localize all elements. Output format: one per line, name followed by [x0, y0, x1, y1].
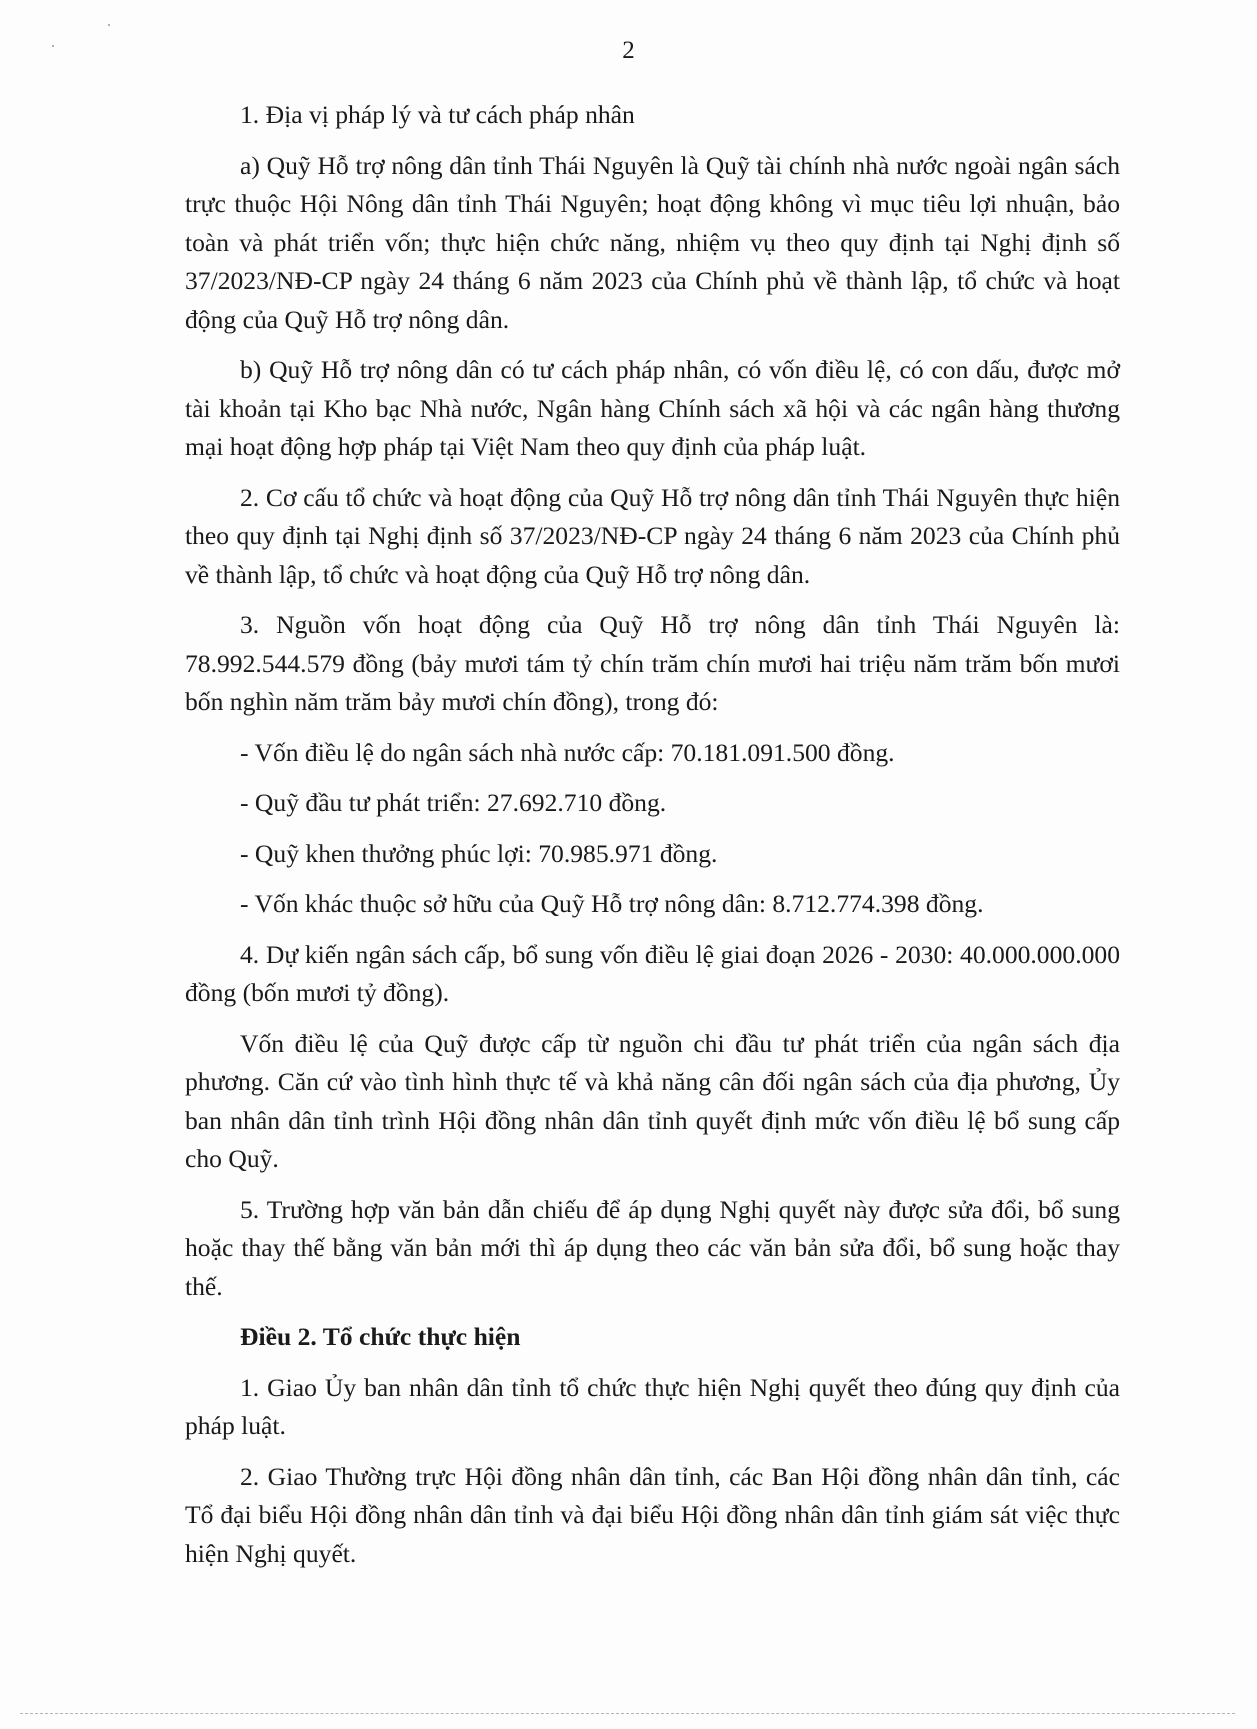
- clause-4-note: Vốn điều lệ của Quỹ được cấp từ nguồn chi đầu tư phát triển của ngân sách địa phương. Căn cứ vào tình hình thực tế và khả năng cân đối ngân sách của địa phương, Ủy ban nhân dân tỉnh trình Hội đồng nhân dân tỉnh quyết định mức vốn điều lệ bổ sung cấp cho Quỹ.: [185, 1028, 1120, 1173]
- capital-item-investment: - Quỹ đầu tư phát triển: 27.692.710 đồng.: [240, 788, 667, 817]
- scan-speck: [108, 24, 110, 26]
- article-2-item-1: 1. Giao Ủy ban nhân dân tỉnh tổ chức thực hiện Nghị quyết theo đúng quy định của pháp luật.: [185, 1372, 1120, 1440]
- clause-2: 2. Cơ cấu tổ chức và hoạt động của Quỹ Hỗ trợ nông dân tỉnh Thái Nguyên thực hiện theo quy định tại Nghị định số 37/2023/NĐ-CP ngày 24 tháng 6 năm 2023 của Chính phủ về thành lập, tổ chức và hoạt động của Quỹ Hỗ trợ nông dân.: [185, 482, 1120, 589]
- article-2-item-2: 2. Giao Thường trực Hội đồng nhân dân tỉnh, các Ban Hội đồng nhân dân tỉnh, các Tổ đại biểu Hội đồng nhân dân tỉnh và đại biểu Hội đồng nhân dân tỉnh giám sát việc thực hiện Nghị quyết.: [185, 1461, 1120, 1568]
- clause-4: 4. Dự kiến ngân sách cấp, bổ sung vốn điều lệ giai đoạn 2026 - 2030: 40.000.000.000 đồng (bốn mươi tỷ đồng).: [185, 939, 1120, 1007]
- article-2-heading: Điều 2. Tổ chức thực hiện: [240, 1322, 521, 1351]
- capital-item-charter: - Vốn điều lệ do ngân sách nhà nước cấp: 70.181.091.500 đồng.: [240, 737, 895, 767]
- document-body: [185, 96, 1120, 1585]
- clause-3: 3. Nguồn vốn hoạt động của Quỹ Hỗ trợ nông dân tỉnh Thái Nguyên là: 78.992.544.579 đồng (bảy mươi tám tỷ chín trăm chín mươi hai triệu năm trăm bốn mươi bốn nghìn năm trăm bảy mươi chín đồng), trong đó:: [185, 610, 1120, 716]
- capital-item-other: - Vốn khác thuộc sở hữu của Quỹ Hỗ trợ nông dân: 8.712.774.398 đồng.: [240, 889, 984, 918]
- clause-1a: a) Quỹ Hỗ trợ nông dân tỉnh Thái Nguyên là Quỹ tài chính nhà nước ngoài ngân sách trực thuộc Hội Nông dân tỉnh Thái Nguyên; hoạt động không vì mục tiêu lợi nhuận, bảo toàn và phát triển vốn; thực hiện chức năng, nhiệm vụ theo quy định tại Nghị định số 37/2023/NĐ-CP ngày 24 tháng 6 năm 2023 của Chính phủ về thành lập, tổ chức và hoạt động của Quỹ Hỗ trợ nông dân.: [185, 150, 1120, 334]
- page-number: 2: [622, 37, 635, 64]
- scan-artifact-line: [20, 1713, 1235, 1714]
- clause-1-title: 1. Địa vị pháp lý và tư cách pháp nhân: [240, 100, 635, 129]
- capital-item-welfare: - Quỹ khen thưởng phúc lợi: 70.985.971 đồng.: [240, 838, 718, 868]
- clause-1b: b) Quỹ Hỗ trợ nông dân có tư cách pháp nhân, có vốn điều lệ, có con dấu, được mở tài khoản tại Kho bạc Nhà nước, Ngân hàng Chính sách xã hội và các ngân hàng thương mại hoạt động hợp pháp tại Việt Nam theo quy định của pháp luật.: [185, 355, 1120, 461]
- clause-5: 5. Trường hợp văn bản dẫn chiếu để áp dụng Nghị quyết này được sửa đổi, bổ sung hoặc thay thế bằng văn bản mới thì áp dụng theo các văn bản sửa đổi, bổ sung hoặc thay thế.: [185, 1194, 1120, 1301]
